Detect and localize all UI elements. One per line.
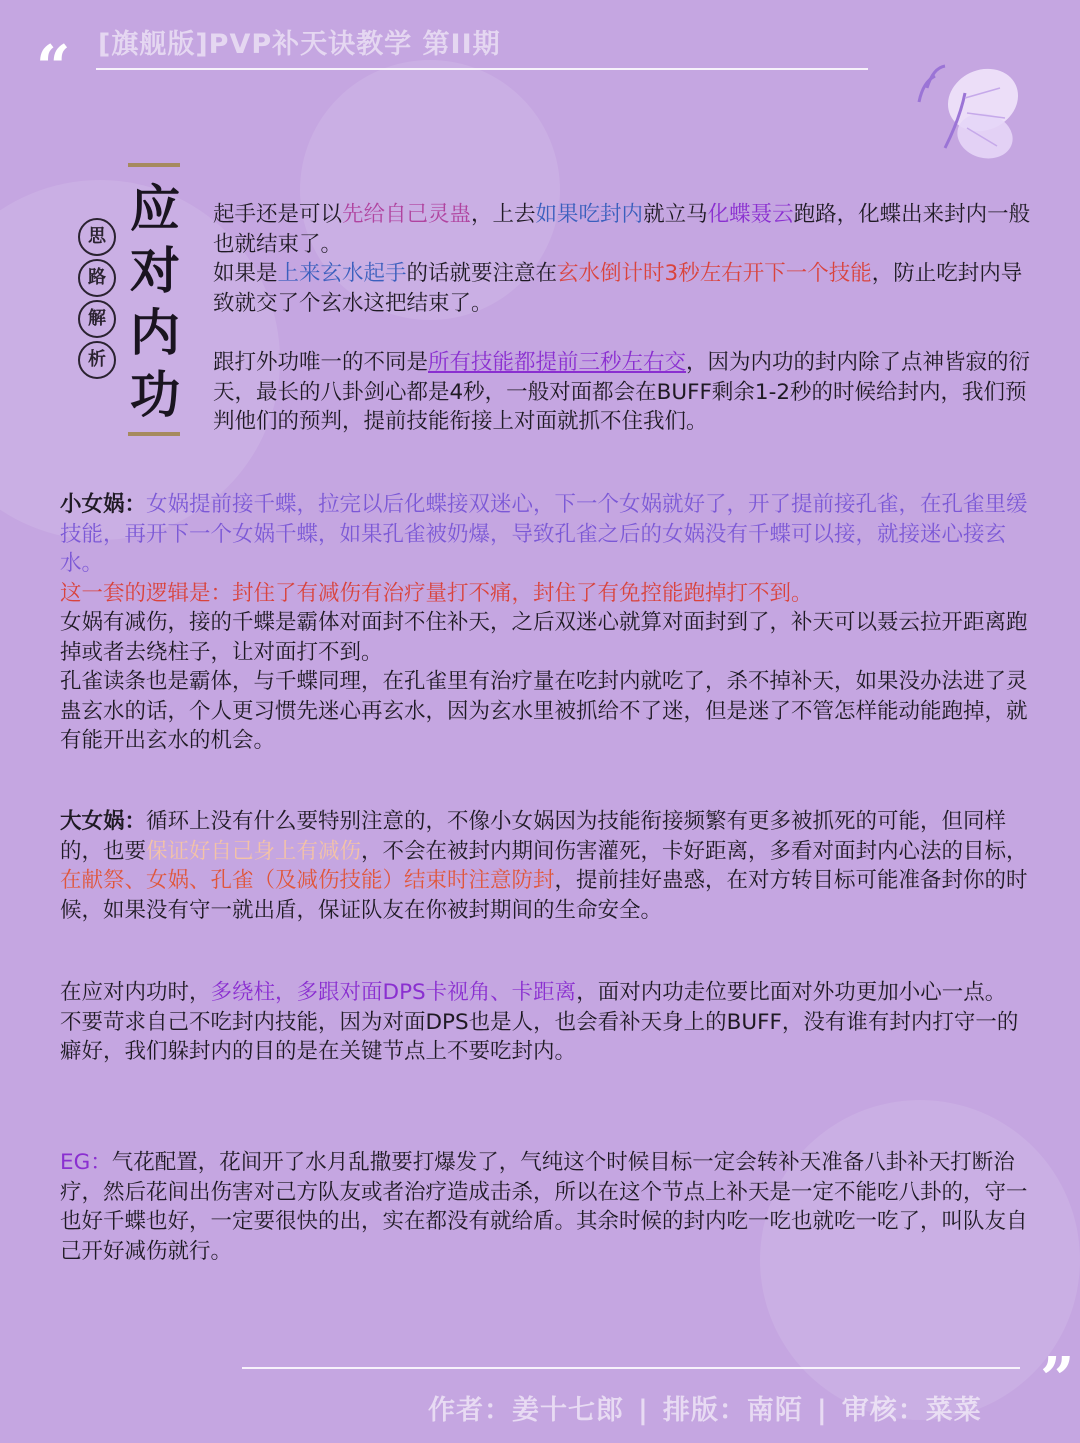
highlight-text: 所有技能都提前三秒左右交 <box>428 350 687 375</box>
credit-review: 审核：菜菜 <box>841 1395 982 1426</box>
paragraph: 孔雀读条也是霸体，与千蝶同理，在孔雀里有治疗量在吃封内就吃了，杀不掉补天，如果没办法进了灵蛊玄水的话，个人更习惯先迷心再玄水，因为玄水里被抓给不了迷，但是迷了不管怎样能动能跑掉，就有能开出玄水的机会。 <box>60 669 1028 753</box>
section-tips <box>60 978 1030 1067</box>
circle-char: 解 <box>78 300 116 338</box>
page-title: [旗舰版]PVP补天诀教学 第II期 <box>98 29 501 60</box>
title-bar-top <box>128 163 180 167</box>
spacer <box>213 318 1033 348</box>
circle-char: 路 <box>78 259 116 297</box>
section-label: EG： <box>60 1150 112 1175</box>
highlight-text: 先给自己灵蛊 <box>342 202 472 227</box>
text: 起手还是可以 <box>213 202 343 227</box>
section-label: 小女娲： <box>60 492 147 517</box>
text: ，不会在被封内期间伤害灌死，卡好距离，多看对面封内心法的目标， <box>361 838 1028 864</box>
highlight-text: 多绕柱，多跟对面DPS卡视角、卡距离 <box>210 980 577 1005</box>
credit-separator: | <box>816 1395 828 1426</box>
highlight-text: 在献祭、女娲、孔雀（及减伤技能）结束时注意防封 <box>60 868 555 893</box>
intro-paragraph <box>213 259 1033 318</box>
highlight-text: 保证好自己身上有减伤 <box>146 838 362 864</box>
intro-paragraph <box>213 200 1033 259</box>
text: 在应对内功时， <box>60 980 211 1005</box>
text: ，面对内功走位要比面对外功更加小心一点。 <box>576 980 1007 1005</box>
text: 气花配置，花间开了水月乱撒要打爆发了，气纯这个时候目标一定会转补天准备八卦补天打断治疗，然后花间出伤害对己方队友或者治疗造成击杀，所以在这个节点上补天是一定不能吃八卦的，守一也好千蝶也好，一定要很快的出，实在都没有就给盾。其余时候的封内吃一吃也就吃一吃了，叫队友自己开好减伤就行。 <box>60 1150 1028 1264</box>
quote-close-icon: ” <box>1040 1345 1075 1415</box>
text: ，提前挂好蛊惑，在对方转目标可能准备封你的时候，如果没有守一就出盾，保证队友在你被封期间的生命安全。 <box>60 868 1028 923</box>
credit-author: 作者：姜十七郎 <box>428 1395 624 1426</box>
section-da-nvwa <box>60 807 1030 925</box>
title-char: 应 <box>130 179 180 238</box>
credit-layout: 排版：南陌 <box>662 1395 803 1426</box>
title-char: 内 <box>130 303 180 362</box>
section-label: 大女娲： <box>60 809 147 834</box>
highlight-text: 玄水倒计时3秒左右开下一个技能 <box>557 261 872 286</box>
subtitle-circles <box>78 218 116 382</box>
credits <box>428 1388 982 1427</box>
text: ，上去 <box>471 202 536 227</box>
credit-separator: | <box>638 1395 649 1426</box>
text: 循环上没有什么要特别注意的，不像小女娲因为技能衔接频繁有更多被抓死的可能，但同样的，也要 <box>60 809 1007 864</box>
highlight-text: 如果吃封内 <box>535 202 644 227</box>
paragraph: 不要苛求自己不吃封内技能，因为对面DPS也是人，也会看补天身上的BUFF，没有谁有封内打守一的癖好，我们躲封内的目的是在关键节点上不要吃封内。 <box>60 1009 1019 1064</box>
title-bar-bottom <box>128 432 180 436</box>
text: 的话就要注意在 <box>406 261 558 286</box>
text: 跟打外功唯一的不同是 <box>213 350 429 375</box>
quote-open-icon: “ <box>36 33 71 103</box>
section-xiao-nvwa <box>60 490 1030 756</box>
text: ，因为内功的封内除了点神皆寂的衍天，最长的八卦剑心都是4秒，一般对面都会在BUFF剩余1-2秒的时候给封内，我们预判他们的预判，提前技能衔接上对面就抓不住我们。 <box>213 350 1031 434</box>
highlight-text: 化蝶聂云 <box>707 202 794 227</box>
logic-note: 这一套的逻辑是：封住了有减伤有治疗量打不痛，封住了有免控能跑掉打不到。 <box>60 580 813 606</box>
section-example <box>60 1148 1030 1266</box>
text: 就立马 <box>643 202 708 227</box>
butterfly-icon <box>905 58 1030 168</box>
bottom-divider <box>242 1367 1020 1369</box>
highlight-text: 女娲提前接千蝶，拉完以后化蝶接双迷心，下一个女娲就好了，开了提前接孔雀，在孔雀里缓技能，再开下一个女娲千蝶，如果孔雀被奶爆，导致孔雀之后的女娲没有千蝶可以接，就接迷心接玄水。 <box>60 492 1028 576</box>
intro-paragraph <box>213 348 1033 437</box>
top-divider <box>96 68 868 70</box>
title-char: 功 <box>130 365 180 424</box>
circle-char: 析 <box>78 341 116 379</box>
circle-char: 思 <box>78 218 116 256</box>
highlight-text: 上来玄水起手 <box>277 261 407 286</box>
title-char: 对 <box>130 241 180 300</box>
section-title <box>124 178 186 426</box>
text: 如果是 <box>213 261 278 286</box>
text: ，防止吃封内导致就交了个玄水这把结束了。 <box>213 261 1023 316</box>
paragraph: 女娲有减伤，接的千蝶是霸体对面封不住补天，之后双迷心就算对面封到了，补天可以聂云拉开距离跑掉或者去绕柱子，让对面打不到。 <box>60 610 1028 665</box>
intro-section <box>213 200 1033 437</box>
text: 跑路，化蝶出来封内一般也就结束了。 <box>213 202 1031 257</box>
